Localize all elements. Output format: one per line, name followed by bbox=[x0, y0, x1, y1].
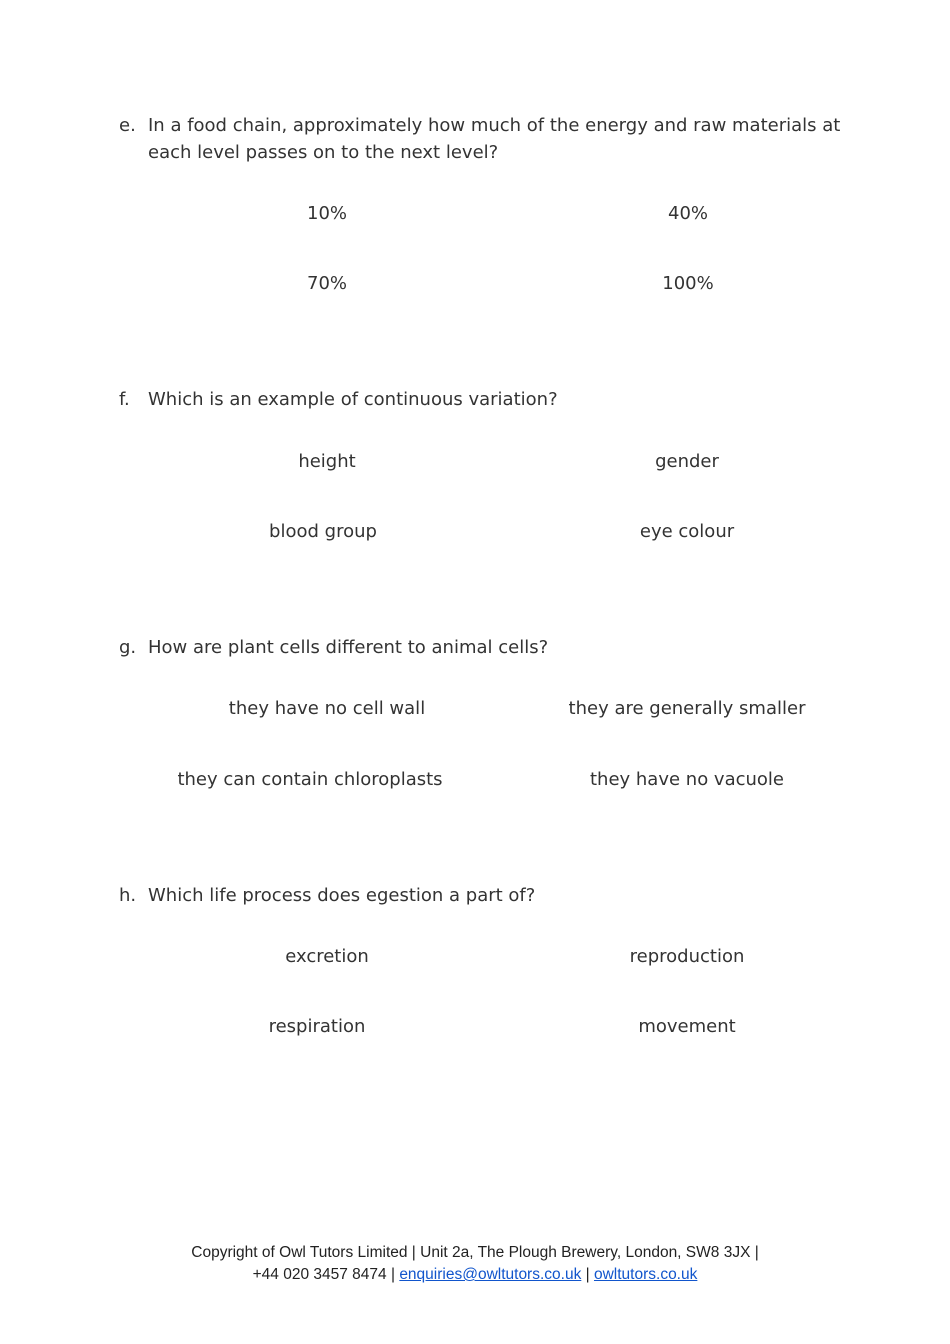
footer-email-link[interactable]: enquiries@owltutors.co.uk bbox=[399, 1266, 582, 1283]
option-g-1[interactable]: they have no cell wall bbox=[228, 698, 426, 719]
option-h-4[interactable]: movement bbox=[638, 1016, 736, 1037]
option-f-4[interactable]: eye colour bbox=[639, 521, 735, 542]
footer-phone: +44 020 3457 8474 | bbox=[252, 1266, 395, 1283]
option-h-1[interactable]: excretion bbox=[285, 946, 369, 967]
option-f-1[interactable]: height bbox=[298, 451, 356, 472]
option-h-2[interactable]: reproduction bbox=[629, 946, 745, 967]
option-g-4[interactable]: they have no vacuole bbox=[589, 769, 785, 790]
question-h bbox=[119, 882, 859, 909]
footer-copyright: Copyright of Owl Tutors Limited | Unit 2a, The Plough Brewery, London, SW8 3JX | bbox=[191, 1244, 759, 1261]
question-text: Which life process does egestion a part of? bbox=[148, 885, 536, 906]
option-e-3[interactable]: 70% bbox=[306, 273, 348, 294]
option-f-3[interactable]: blood group bbox=[269, 521, 377, 542]
question-letter: h. bbox=[119, 885, 137, 906]
option-e-2[interactable]: 40% bbox=[667, 203, 709, 224]
page-footer bbox=[0, 1242, 950, 1286]
question-letter: g. bbox=[119, 637, 137, 658]
option-h-3[interactable]: respiration bbox=[268, 1016, 366, 1037]
footer-separator: | bbox=[585, 1266, 590, 1283]
footer-website-link[interactable]: owltutors.co.uk bbox=[593, 1266, 698, 1283]
question-e bbox=[119, 112, 859, 166]
question-letter: f. bbox=[119, 389, 130, 410]
question-text: Which is an example of continuous variation? bbox=[148, 389, 558, 410]
option-e-4[interactable]: 100% bbox=[662, 273, 714, 294]
option-f-2[interactable]: gender bbox=[655, 451, 719, 472]
question-letter: e. bbox=[119, 115, 136, 136]
option-e-1[interactable]: 10% bbox=[306, 203, 348, 224]
question-text: How are plant cells different to animal cells? bbox=[148, 637, 549, 658]
question-f bbox=[119, 386, 859, 413]
question-g bbox=[119, 634, 859, 661]
option-g-2[interactable]: they are generally smaller bbox=[568, 698, 806, 719]
footer-contact bbox=[0, 1264, 950, 1286]
option-g-3[interactable]: they can contain chloroplasts bbox=[177, 769, 443, 790]
question-text: In a food chain, approximately how much of the energy and raw materials at each level passes on to the next level? bbox=[148, 115, 841, 163]
